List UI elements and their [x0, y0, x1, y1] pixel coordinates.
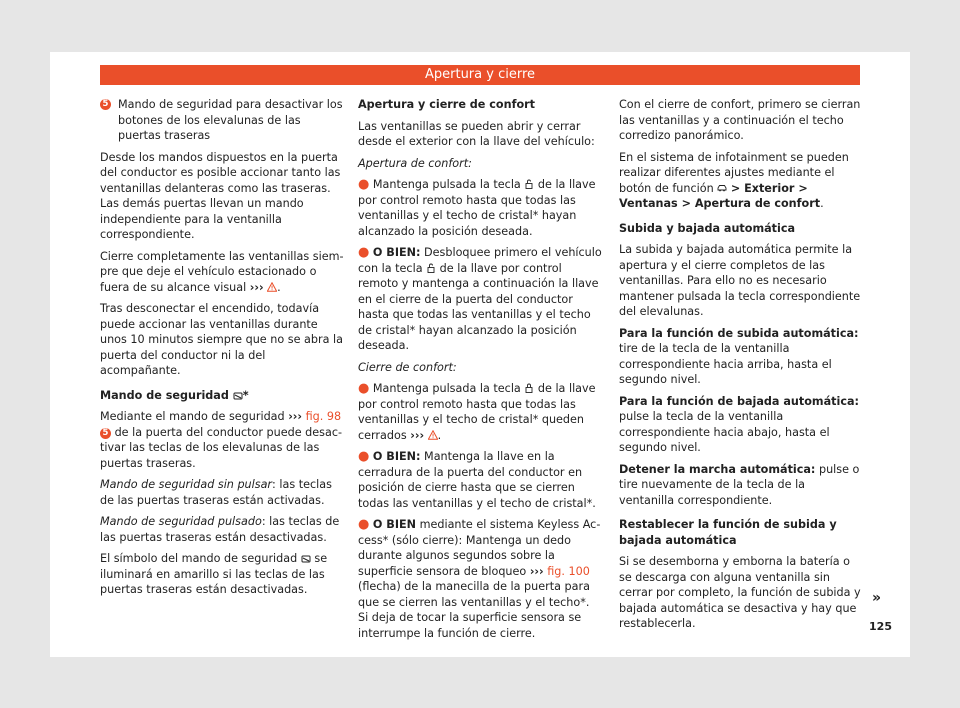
paragraph: Mando de seguridad sin pulsar: las teclas de las puertas traseras están activadas.: [100, 478, 332, 507]
page-number: 125: [869, 620, 892, 633]
paragraph: Desde los mandos dispuestos en la puerta del conductor es posible accionar tanto las ventanillas delanteras como las traseras. Las demás puertas llevan un mando independiente para la ventanilla correspondiente.: [100, 150, 341, 241]
cross-reference-arrows[interactable]: ›››: [249, 280, 264, 294]
warning-icon: [428, 430, 438, 440]
continue-arrow: »: [872, 590, 882, 606]
warning-icon: [267, 282, 277, 292]
paragraph: Con el cierre de confort, primero se cierran las ventanillas y a continuación el techo corredizo panorámico.: [619, 98, 861, 142]
paragraph: Las ventanillas se pueden abrir y cerrar desde el exterior con la llave del vehículo:: [358, 119, 595, 148]
subheading: Cierre de confort:: [358, 360, 457, 374]
paragraph: Mando de seguridad pulsado: las teclas de las puertas traseras están desactivadas.: [100, 515, 340, 544]
column-1: [100, 97, 346, 604]
unlock-icon: [426, 263, 436, 273]
page-header: Apertura y cierre: [100, 65, 860, 85]
section-heading: Restablecer la función de subida y bajada automática: [619, 518, 837, 547]
paragraph: En el sistema de infotainment se pueden realizar diferentes ajustes mediante el botón de función > Exterior > Ventanas > Apertura de confort.: [619, 150, 849, 210]
safety-lock-icon: [233, 390, 243, 400]
cross-reference-arrows[interactable]: ›››: [410, 428, 425, 442]
car-icon: [717, 183, 727, 193]
paragraph: Cierre completamente las ventanillas siempre que deje el vehículo estacionado o fuera de su alcance visual ››› .: [100, 249, 344, 294]
figure-link[interactable]: fig. 98: [305, 410, 342, 423]
unlock-icon: [524, 179, 534, 189]
section-heading: Mando de seguridad *: [100, 388, 249, 402]
page: [50, 52, 910, 657]
paragraph: Detener la marcha automática: pulse o tire nuevamente de la tecla de la ventanilla correspondiente.: [619, 462, 860, 507]
paragraph: El símbolo del mando de seguridad se iluminará en amarillo si las teclas de las puertas traseras están desactivadas.: [100, 552, 328, 596]
number-badge: 5: [100, 99, 111, 110]
list-item: 5 Mando de seguridad para desactivar los botones de los elevalunas de las puertas traseras: [100, 97, 346, 144]
paragraph: Tras desconectar el encendido, todavía puede accionar las ventanillas durante unos 10 minutos siempre que no se abra la puerta del conductor ni la del acompañante.: [100, 302, 343, 377]
bullet-item: ● O BIEN mediante el sistema Keyless Access* (sólo cierre): Mantenga un dedo durante algunos segundos sobre la superficie sensora de bloqueo ››› fig. 100 (flecha) de la manecilla de la puerta para que se cierren las ventanillas y el techo*. Si deja de tocar la superficie sensora se interrumpe la función de cierre.: [358, 517, 601, 640]
paragraph: Para la función de bajada automática: pulse la tecla de la ventanilla correspondiente hacia abajo, hasta el segundo nivel.: [619, 394, 859, 454]
paragraph: La subida y bajada automática permite la apertura y el cierre completos de las ventanillas. Para ello no es necesario mantener pulsada la tecla correspondiente del elevalunas.: [619, 243, 861, 318]
paragraph: Si se desemborna y emborna la batería o se descarga con alguna ventanilla sin cerrar por completo, la función de subida y bajada automática se desactiva y hay que restablecerla.: [619, 555, 861, 630]
column-3: [619, 97, 861, 638]
section-heading: Subida y bajada automática: [619, 221, 796, 235]
number-badge: 5: [100, 428, 111, 439]
paragraph: Mediante el mando de seguridad ››› fig. 98 5 de la puerta del conductor puede desactivar las teclas de los elevalunas de las puertas traseras.: [100, 410, 343, 470]
column-2: [358, 97, 603, 647]
bullet-item: ● O BIEN: Desbloquee primero el vehículo con la tecla de la llave por control remoto y mantenga a continuación la llave en el cierre de la puerta del conductor hasta que todas las ventanillas y el techo de cristal* hayan alcanzado la posición deseada.: [358, 245, 602, 352]
safety-lock-icon: [301, 553, 311, 563]
bullet-item: ● Mantenga pulsada la tecla de la llave por control remoto hasta que todas las ventanillas y el techo de cristal* hayan alcanzado la posición deseada.: [358, 177, 596, 238]
section-heading: Apertura y cierre de confort: [358, 98, 535, 111]
paragraph: Para la función de subida automática: tire de la tecla de la ventanilla correspondiente hacia arriba, hasta el segundo nivel.: [619, 326, 859, 386]
bullet-item: ● Mantenga pulsada la tecla de la llave por control remoto hasta que todas las ventanillas y el techo de cristal* queden cerrados ››› .: [358, 381, 596, 442]
bullet-item: ● O BIEN: Mantenga la llave en la cerradura de la puerta del conductor en posición de cierre hasta que se cierren todas las ventanillas y el techo de cristal*.: [358, 449, 596, 510]
subheading: Apertura de confort:: [358, 156, 472, 170]
lock-icon: [524, 383, 534, 393]
figure-link[interactable]: fig. 100: [547, 564, 590, 578]
